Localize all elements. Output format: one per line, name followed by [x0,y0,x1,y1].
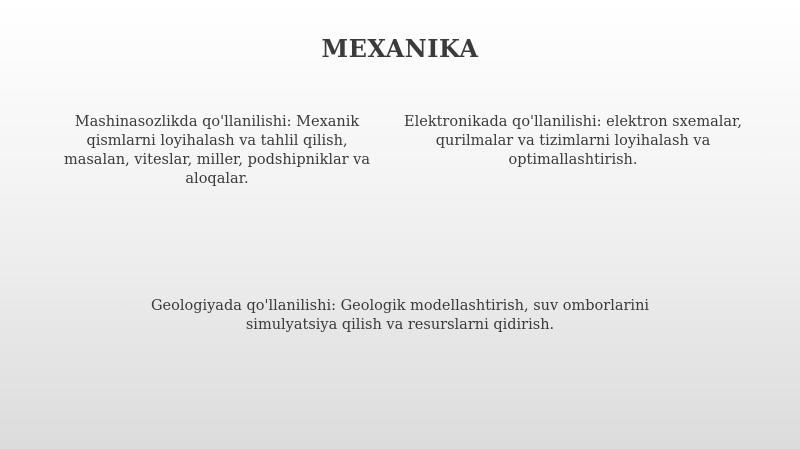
text-mashinasozlik: Mashinasozlikda qo'llanilishi: Mexanik qismlarni loyihalash va tahlil qilish, masalan, viteslar, miller, podshipniklar va aloqalar. [63,114,371,187]
text-geologiya: Geologiyada qo'llanilishi: Geologik modellashtirish, suv omborlarini simulyatsiya qilish va resurslarni qidirish. [150,298,650,333]
slide-title: MEXANIKA [321,34,479,63]
text-elektronika: Elektronikada qo'llanilishi: elektron sxemalar, qurilmalar va tizimlarni loyihalash va optimallashtirish. [404,114,742,168]
